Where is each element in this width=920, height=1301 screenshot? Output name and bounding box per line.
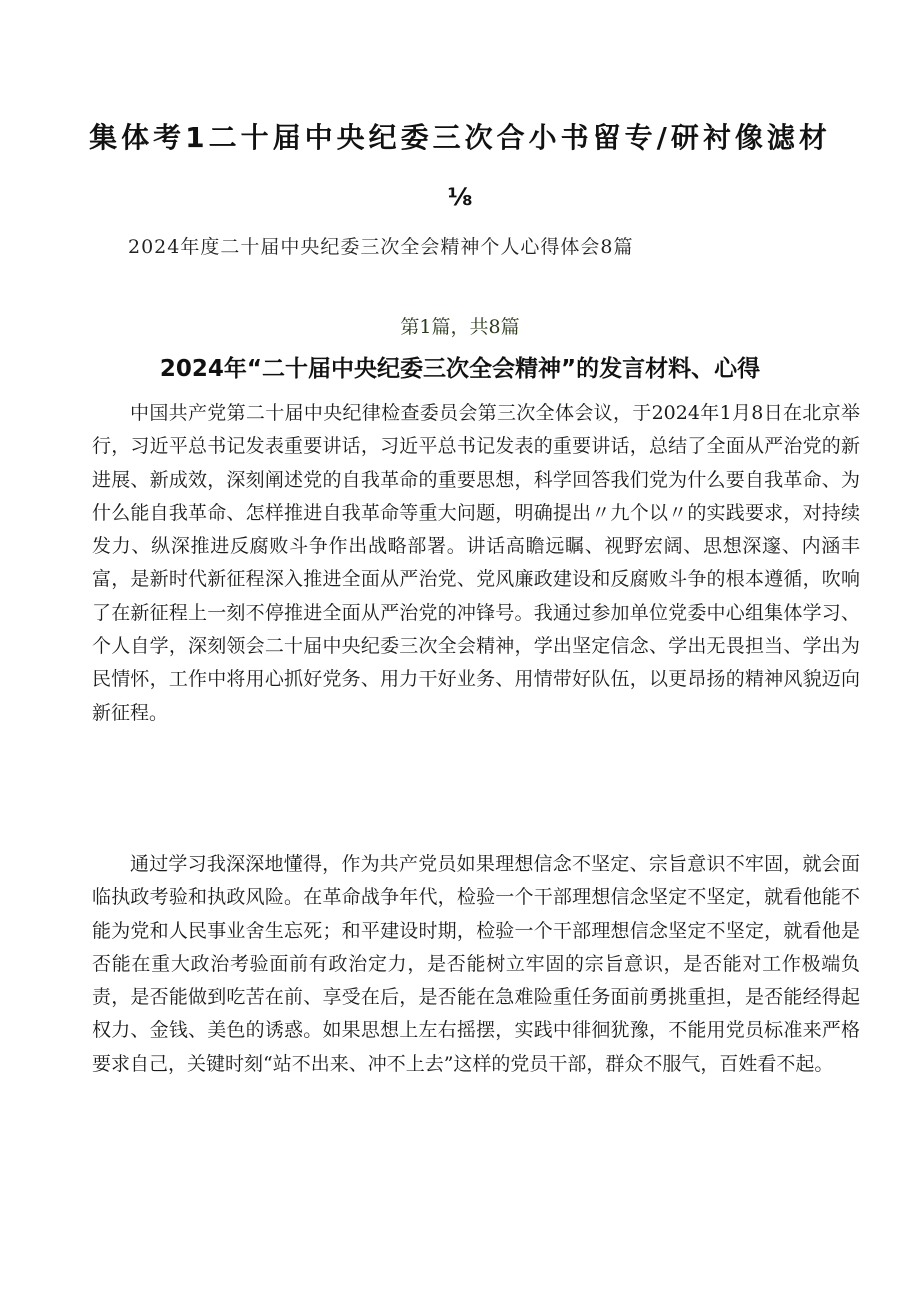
body-paragraph-1: 中国共产党第二十届中央纪律检查委员会第三次全体会议，于2024年1月8日在北京举行，习近平总书记发表重要讲话，习近平总书记发表的重要讲话，总结了全面从严治党的新进展、新成效，深刻阐述党的自我革命的重要思想，科学回答我们党为什么要自我革命、为什么能自我革命、怎样推进自我革命等重大问题，明确提出〃九个以〃的实践要求，对持续发力、纵深推进反腐败斗争作出战略部署。讲话高瞻远瞩、视野宏阔、思想深邃、内涵丰富，是新时代新征程深入推进全面从严治党、党风廉政建设和反腐败斗争的根本遵循，吹响了在新征程上一刻不停推进全面从严治党的冲锋号。我通过参加单位党委中心组集体学习、个人自学，深刻领会二十届中央纪委三次全会精神，学出坚定信念、学出无畏担当、学出为民情怀，工作中将用心抓好党务、用力干好业务、用情带好队伍，以更昂扬的精神风貌迈向新征程。 <box>92 402 860 724</box>
document-title: 集体考1二十届中央纪委三次合小书留专/研衬像滤材 <box>89 121 831 154</box>
document-title-continuation: ⅛ <box>447 183 473 211</box>
speech-title: 2024年“二十届中央纪委三次全会精神”的发言材料、心得 <box>159 356 761 382</box>
body-paragraph-2: 通过学习我深深地懂得，作为共产党员如果理想信念不坚定、宗旨意识不牢固，就会面临执政考验和执政风险。在革命战争年代，检验一个干部理想信念坚定不坚定，就看他能不能为党和人民事业舍生忘死；和平建设时期，检验一个干部理想信念坚定不坚定，就看他是否能在重大政治考验面前有政治定力，是否能树立牢固的宗旨意识，是否能对工作极端负责，是否能做到吃苦在前、享受在后，是否能在急难险重任务面前勇挑重担，是否能经得起权力、金钱、美色的诱惑。如果思想上左右摇摆，实践中徘徊犹豫，不能用党员标准来严格要求自己，关键时刻“站不出来、冲不上去”这样的党员干部，群众不服气，百姓看不起。 <box>92 853 860 1075</box>
document-subtitle: 2024年度二十届中央纪委三次全会精神个人心得体会8篇 <box>128 236 634 258</box>
part-label: 第1篇，共8篇 <box>400 316 520 338</box>
